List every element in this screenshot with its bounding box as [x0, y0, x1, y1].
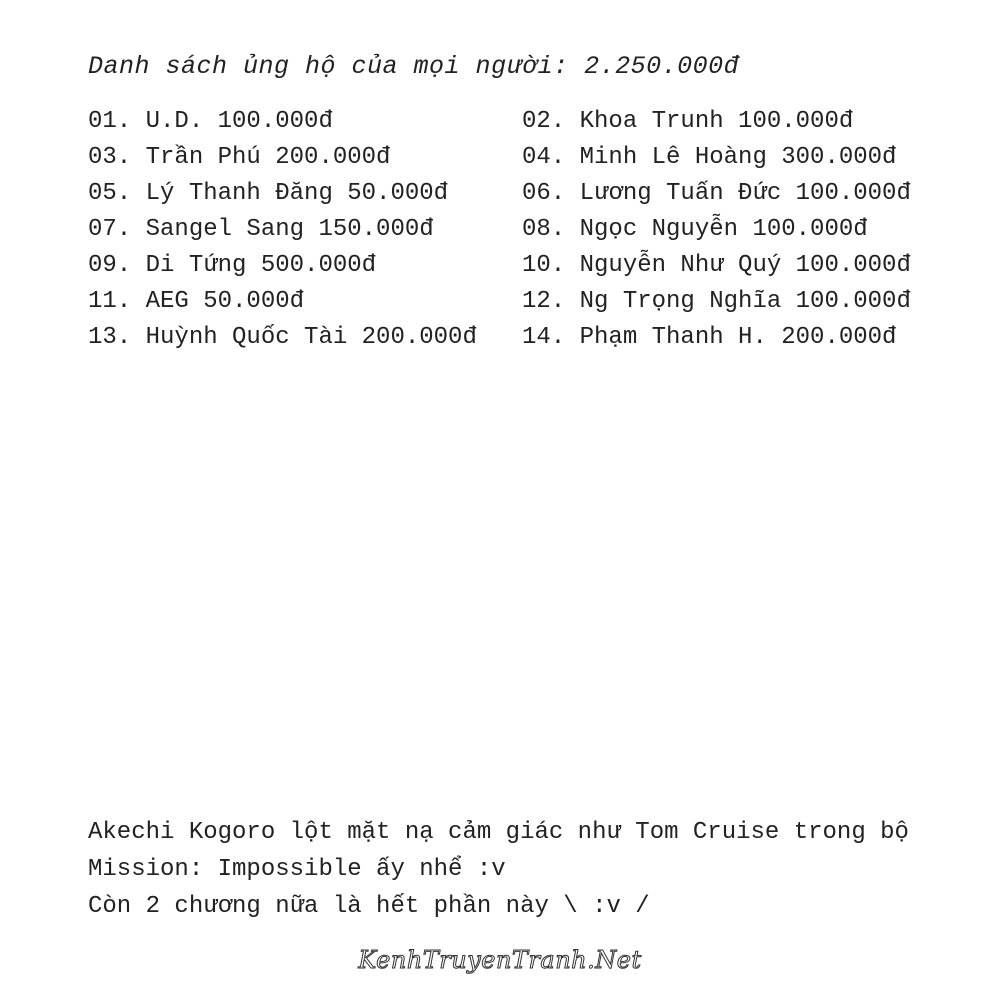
donor-entry: 03. Trần Phú 200.000đ: [88, 144, 391, 171]
donor-entry: 12. Ng Trọng Nghĩa 100.000đ: [522, 288, 911, 315]
watermark-logo: KenhTruyenTranh.Net: [358, 946, 642, 974]
donor-list-right: [522, 104, 911, 356]
donor-entry: 10. Nguyễn Như Quý 100.000đ: [522, 252, 911, 279]
note-line: Còn 2 chương nữa là hết phần này \ :v /: [88, 893, 650, 920]
note-line: Akechi Kogoro lột mặt nạ cảm giác như Tom Cruise trong bộ: [88, 819, 909, 846]
donor-entry: 05. Lý Thanh Đăng 50.000đ: [88, 180, 449, 207]
donor-entry: 06. Lương Tuấn Đức 100.000đ: [522, 180, 911, 207]
donor-entry: 11. AEG 50.000đ: [88, 288, 305, 315]
donor-entry: 13. Huỳnh Quốc Tài 200.000đ: [88, 324, 477, 351]
donor-entry: 08. Ngọc Nguyễn 100.000đ: [522, 216, 868, 243]
donor-entry: 09. Di Tứng 500.000đ: [88, 252, 377, 279]
note-line: Mission: Impossible ấy nhể :v: [88, 856, 506, 883]
donor-entry: 14. Phạm Thanh H. 200.000đ: [522, 324, 897, 351]
donor-list-left: [88, 104, 477, 356]
donor-entry: 01. U.D. 100.000đ: [88, 108, 333, 135]
page-title: Danh sách ủng hộ của mọi người: 2.250.000đ: [88, 52, 740, 81]
donor-entry: 04. Minh Lê Hoàng 300.000đ: [522, 144, 897, 171]
translator-note: [88, 814, 909, 925]
donor-entry: 02. Khoa Trunh 100.000đ: [522, 108, 854, 135]
donor-entry: 07. Sangel Sang 150.000đ: [88, 216, 434, 243]
